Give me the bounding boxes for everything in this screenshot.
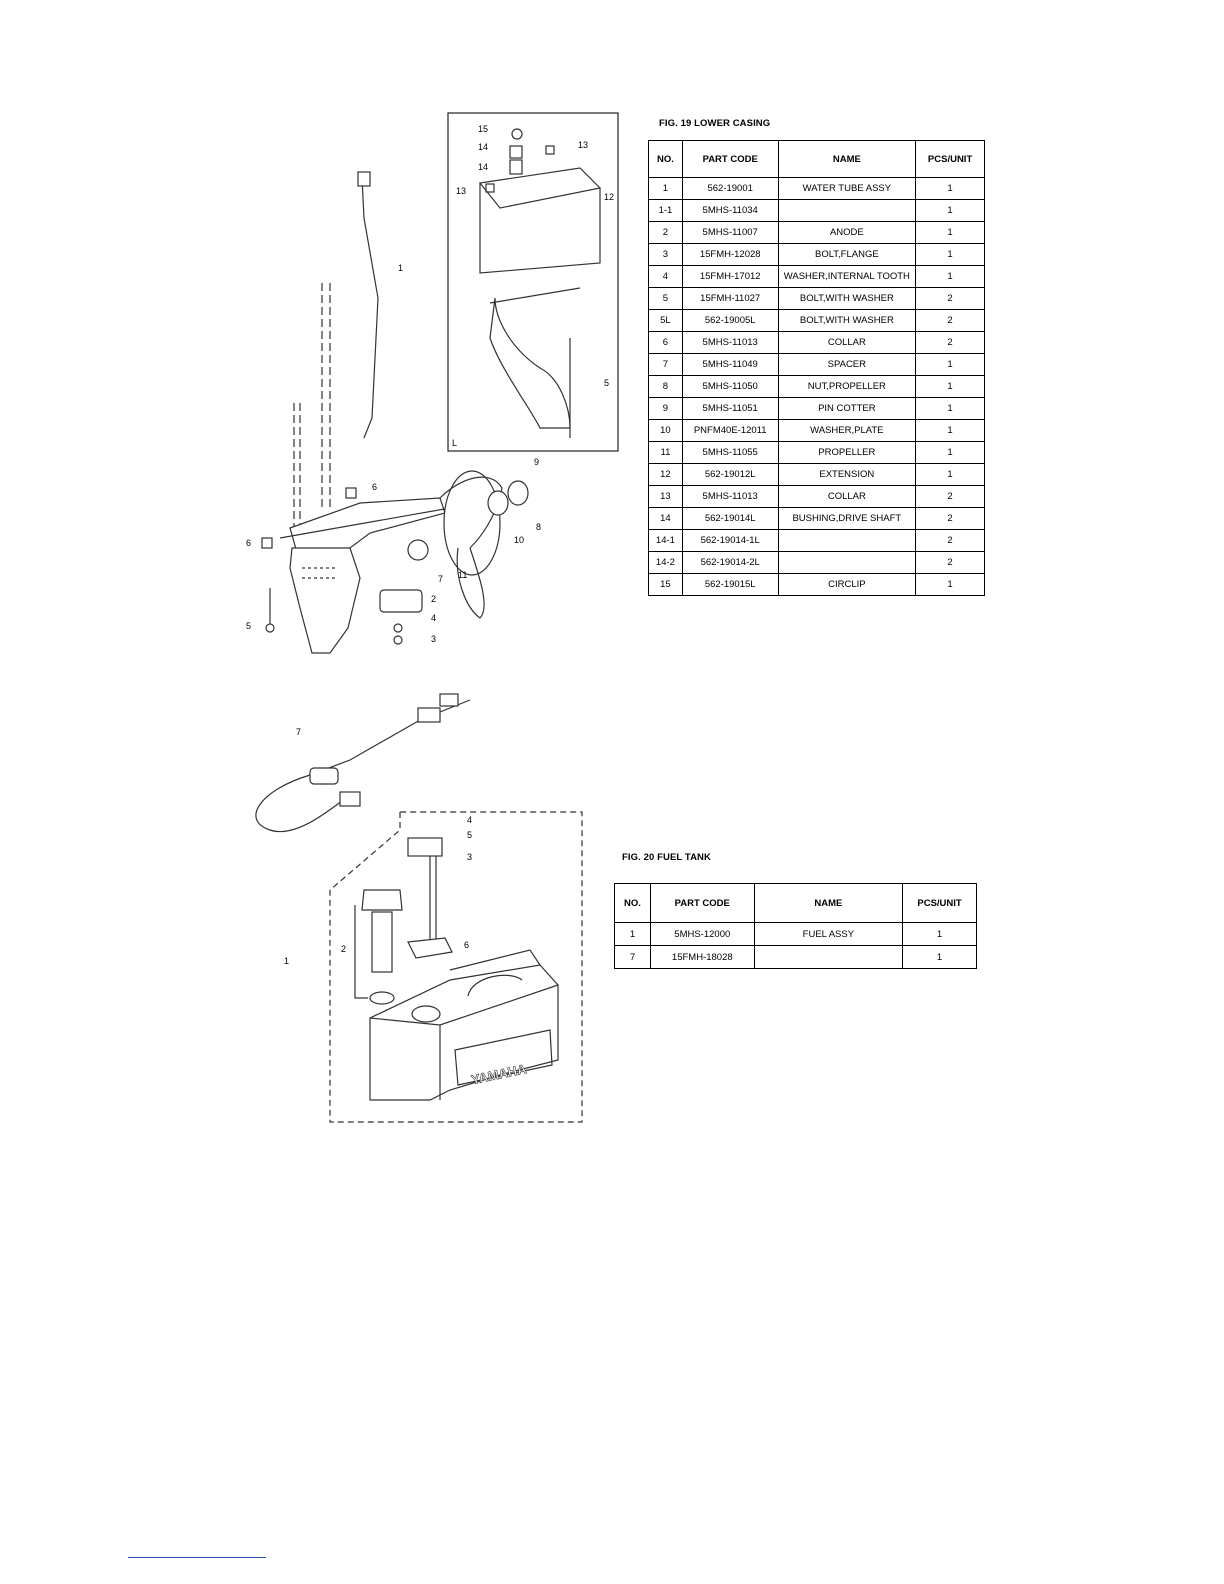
fuel-tank-parts-table (614, 883, 977, 969)
cell-part-code: 5MHS-11051 (682, 398, 778, 420)
table-row (615, 923, 977, 946)
cell-name: NUT,PROPELLER (778, 376, 916, 398)
col-header-no: NO. (649, 141, 683, 178)
table-row (649, 508, 985, 530)
cell-part-code: 5MHS-11055 (682, 442, 778, 464)
table-row (649, 200, 985, 222)
cell-no: 3 (649, 244, 683, 266)
cell-no: 4 (649, 266, 683, 288)
cell-no: 2 (649, 222, 683, 244)
cell-no: 5 (649, 288, 683, 310)
inset-callout-12: 12 (604, 192, 615, 202)
cell-part-code: 562-19014-1L (682, 530, 778, 552)
fuel-callout-2: 2 (341, 944, 347, 954)
table-row (649, 222, 985, 244)
cell-pcs: 1 (916, 244, 985, 266)
callout-5: 5 (246, 621, 252, 631)
lower-casing-drawing (240, 108, 620, 668)
cell-part-code: 15FMH-11027 (682, 288, 778, 310)
cell-pcs: 1 (916, 574, 985, 596)
cell-part-code: 5MHS-11034 (682, 200, 778, 222)
inset-callout-15: 15 (478, 124, 489, 134)
cell-name: CIRCLIP (778, 574, 916, 596)
inset-label-L: L (452, 438, 458, 448)
cell-pcs: 2 (916, 332, 985, 354)
cell-pcs: 1 (903, 923, 977, 946)
lower-casing-parts-table (648, 140, 985, 596)
fuel-callout-3: 3 (467, 852, 473, 862)
callout-3: 3 (431, 634, 437, 644)
cell-no: 14 (649, 508, 683, 530)
cell-name (778, 530, 916, 552)
col-header-part-code: PART CODE (650, 884, 754, 923)
cell-name: WATER TUBE ASSY (778, 178, 916, 200)
callout-9: 9 (534, 457, 540, 467)
cell-name (778, 552, 916, 574)
callout-4: 4 (431, 613, 437, 623)
cell-no: 14-2 (649, 552, 683, 574)
table-row (649, 288, 985, 310)
inset-callout-14b: 14 (478, 162, 489, 172)
cell-no: 14-1 (649, 530, 683, 552)
callout-10: 10 (514, 535, 525, 545)
cell-no: 13 (649, 486, 683, 508)
cell-pcs: 1 (916, 420, 985, 442)
cell-name: WASHER,INTERNAL TOOTH (778, 266, 916, 288)
cell-name: WASHER,PLATE (778, 420, 916, 442)
col-header-name: NAME (778, 141, 916, 178)
cell-part-code: 562-19014L (682, 508, 778, 530)
table-row (649, 376, 985, 398)
cell-part-code: 562-19001 (682, 178, 778, 200)
fuel-callout-1: 1 (284, 956, 290, 966)
cell-part-code: 5MHS-11013 (682, 486, 778, 508)
table-row (649, 354, 985, 376)
col-header-part-code: PART CODE (682, 141, 778, 178)
cell-pcs: 1 (916, 178, 985, 200)
cell-no: 7 (615, 946, 651, 969)
cell-name: COLLAR (778, 486, 916, 508)
table-row (649, 552, 985, 574)
cell-pcs: 2 (916, 288, 985, 310)
fuel-callout-4: 4 (467, 815, 473, 825)
table-row (649, 574, 985, 596)
fig19-title: FIG. 19 LOWER CASING (659, 118, 771, 129)
cell-no: 6 (649, 332, 683, 354)
table-row (649, 310, 985, 332)
cell-name: PROPELLER (778, 442, 916, 464)
col-header-name: NAME (754, 884, 902, 923)
cell-part-code: 5MHS-11049 (682, 354, 778, 376)
cell-pcs: 1 (916, 398, 985, 420)
cell-pcs: 1 (903, 946, 977, 969)
cell-part-code: 15FMH-12028 (682, 244, 778, 266)
callout-11: 11 (458, 570, 468, 580)
inset-callout-5: 5 (604, 378, 610, 388)
cell-no: 10 (649, 420, 683, 442)
cell-part-code: 5MHS-12000 (650, 923, 754, 946)
cell-pcs: 2 (916, 552, 985, 574)
cell-part-code: 562-19015L (682, 574, 778, 596)
tank-brand-text: YAMAHA (469, 1061, 528, 1088)
col-header-no: NO. (615, 884, 651, 923)
cell-part-code: 5MHS-11007 (682, 222, 778, 244)
cell-no: 15 (649, 574, 683, 596)
cell-pcs: 1 (916, 442, 985, 464)
cell-part-code: 5MHS-11050 (682, 376, 778, 398)
cell-no: 11 (649, 442, 683, 464)
cell-name: FUEL ASSY (754, 923, 902, 946)
callout-6b: 6 (246, 538, 252, 548)
table-row (649, 178, 985, 200)
inset-callout-14a: 14 (478, 142, 489, 152)
fuel-callout-6: 6 (464, 940, 470, 950)
cell-part-code: 562-19012L (682, 464, 778, 486)
col-header-pcs-unit: PCS/UNIT (903, 884, 977, 923)
cell-part-code: 562-19005L (682, 310, 778, 332)
cell-pcs: 1 (916, 266, 985, 288)
callout-8: 8 (536, 522, 542, 532)
cell-no: 1 (615, 923, 651, 946)
fuel-callout-7: 7 (296, 727, 302, 737)
cell-no: 1-1 (649, 200, 683, 222)
table-row (649, 530, 985, 552)
cell-name: ANODE (778, 222, 916, 244)
cell-pcs: 1 (916, 376, 985, 398)
cell-pcs: 1 (916, 464, 985, 486)
cell-no: 1 (649, 178, 683, 200)
inset-callout-13a: 13 (578, 140, 589, 150)
cell-part-code: 15FMH-17012 (682, 266, 778, 288)
cell-pcs: 2 (916, 508, 985, 530)
table-row (615, 946, 977, 969)
fig20-title: FIG. 20 FUEL TANK (622, 852, 711, 863)
cell-pcs: 2 (916, 530, 985, 552)
cell-no: 7 (649, 354, 683, 376)
col-header-pcs-unit: PCS/UNIT (916, 141, 985, 178)
lower-casing-diagram (240, 108, 620, 668)
table-row (649, 442, 985, 464)
cell-name (754, 946, 902, 969)
cell-pcs: 1 (916, 354, 985, 376)
fuel-callout-5: 5 (467, 830, 473, 840)
cell-part-code: 15FMH-18028 (650, 946, 754, 969)
cell-name: COLLAR (778, 332, 916, 354)
table-row (649, 244, 985, 266)
cell-no: 8 (649, 376, 683, 398)
cell-no: 5L (649, 310, 683, 332)
cell-name: BOLT,WITH WASHER (778, 288, 916, 310)
cell-pcs: 1 (916, 222, 985, 244)
cell-pcs: 2 (916, 486, 985, 508)
callout-1: 1 (398, 263, 404, 273)
fuel-tank-diagram (240, 680, 590, 1130)
table-row (649, 266, 985, 288)
table-row (649, 486, 985, 508)
cell-part-code: 562-19014-2L (682, 552, 778, 574)
cell-name: BOLT,WITH WASHER (778, 310, 916, 332)
cell-name: BOLT,FLANGE (778, 244, 916, 266)
cell-part-code: PNFM40E-12011 (682, 420, 778, 442)
cell-name: SPACER (778, 354, 916, 376)
table-header-row (615, 884, 977, 923)
callout-2: 2 (431, 594, 437, 604)
inset-callout-13b: 13 (456, 186, 467, 196)
table-row (649, 398, 985, 420)
cell-pcs: 1 (916, 200, 985, 222)
cell-no: 9 (649, 398, 683, 420)
table-row (649, 420, 985, 442)
cell-name: EXTENSION (778, 464, 916, 486)
cell-name: PIN COTTER (778, 398, 916, 420)
cell-name: BUSHING,DRIVE SHAFT (778, 508, 916, 530)
fuel-tank-drawing (240, 680, 590, 1130)
callout-6a: 6 (372, 482, 378, 492)
cell-pcs: 2 (916, 310, 985, 332)
table-row (649, 332, 985, 354)
cell-name (778, 200, 916, 222)
cell-part-code: 5MHS-11013 (682, 332, 778, 354)
table-row (649, 464, 985, 486)
callout-7: 7 (438, 574, 444, 584)
footnote-separator (128, 1557, 266, 1558)
cell-no: 12 (649, 464, 683, 486)
table-header-row (649, 141, 985, 178)
